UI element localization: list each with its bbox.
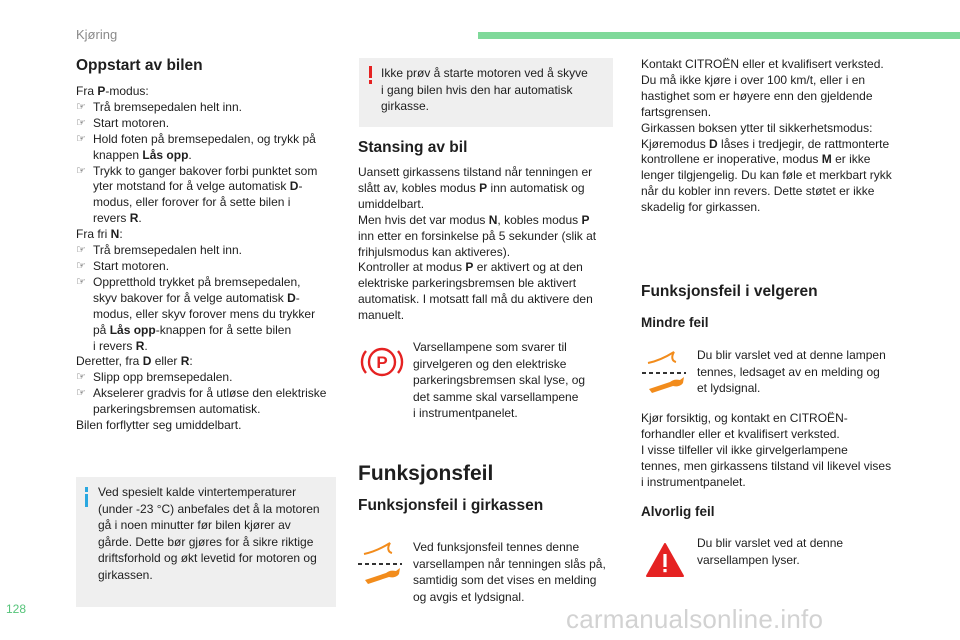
text-line: gå i noen minutter før bilen kjører av xyxy=(98,518,291,532)
bullet-icon: ☞ xyxy=(76,164,86,177)
faults-title: Funksjonsfeil xyxy=(358,462,494,485)
bullet-icon: ☞ xyxy=(76,259,86,272)
text-line: manuelt. xyxy=(358,308,405,323)
selector-fault-title: Funksjonsfeil i velgeren xyxy=(641,283,818,300)
text-line: ☞ Slipp opp bremsepedalen. xyxy=(76,370,233,385)
text-line: Ved funksjonsfeil tennes denne xyxy=(413,540,580,554)
text-line: ☞ Akselerer gradvis for å utløse den elektriske xyxy=(76,386,327,401)
text-line: Du blir varslet ved at denne lampen xyxy=(697,348,886,362)
text-line: I visse tilfeller vil ikke girvelgerlampene xyxy=(641,442,848,457)
text-line: tennes, ledsaget av en melding og xyxy=(697,364,880,379)
text-line: umiddelbart. xyxy=(358,196,425,211)
text-line: gårde. Dette bør gjøres for å sikre riktige xyxy=(98,534,314,549)
parking-brake-icon xyxy=(358,345,406,379)
text-line: slått av, kobles modus P inn automatisk og xyxy=(358,180,585,195)
text-line: skyv bakover for å velge automatisk D- xyxy=(93,290,300,305)
gearbox-fault-title: Funksjonsfeil i girkassen xyxy=(358,497,544,514)
text-line: ☞ Trå bremsepedalen helt inn. xyxy=(76,243,242,258)
text-line: og avgis et lydsignal. xyxy=(413,589,525,604)
text-line: Girkassen boksen ytter til sikkerhetsmodus: xyxy=(641,120,873,135)
text-line: Fra fri N: xyxy=(76,227,123,242)
watermark: carmanualsonline.info xyxy=(566,604,824,634)
text-line: Bilen forflytter seg umiddelbart. xyxy=(76,418,242,433)
stop-instructions xyxy=(358,165,620,324)
text-line: Ved spesielt kalde vintertemperaturer xyxy=(98,485,297,499)
stop-title: Stansing av bil xyxy=(358,139,468,156)
text-line: ☞ Trykk to ganger bakover forbi punktet som xyxy=(76,163,318,178)
bullet-icon: ☞ xyxy=(76,100,86,113)
text-line: Men hvis det var modus N, kobles modus P xyxy=(358,212,590,227)
text-line: et lydsignal. xyxy=(697,381,761,395)
text-line: revers R. xyxy=(93,211,142,226)
minor-fault-alert-text xyxy=(697,347,907,397)
bullet-icon: ☞ xyxy=(76,387,86,400)
text-line: kontrollene er inoperative, modus M er ikke xyxy=(641,152,871,167)
text-line: Kontroller at modus P er aktivert og at den xyxy=(358,260,583,275)
text-line: lenger tilgjengelig. Du kan føle et merkbart rykk xyxy=(641,168,892,183)
text-line: på Lås opp-knappen for å sette bilen xyxy=(93,322,292,337)
serious-fault-alert-text xyxy=(697,535,907,568)
bullet-icon: ☞ xyxy=(76,132,86,145)
section-label: Kjøring xyxy=(76,27,118,42)
text-line: (under -23 °C) anbefales det å la motoren xyxy=(98,501,320,516)
wrench-icon xyxy=(356,540,404,586)
text-line: ☞ Start motoren. xyxy=(76,258,170,273)
bullet-icon: ☞ xyxy=(76,275,86,288)
bullet-icon: ☞ xyxy=(76,371,86,384)
info-icon-dot xyxy=(85,487,88,492)
svg-text:P: P xyxy=(376,353,388,372)
text-line: samtidig som det vises en melding xyxy=(413,573,597,587)
text-line: Uansett girkassens tilstand når tenningen er xyxy=(358,165,593,179)
text-line: elektriske parkeringsbremsen ble aktivert xyxy=(358,276,577,291)
warning-icon xyxy=(369,66,372,78)
text-line: modus, eller skyv forover mens du trykker xyxy=(93,306,316,321)
text-line: girvelgeren og den elektriske xyxy=(413,356,567,371)
text-line: varsellampen når tenningen slås på, xyxy=(413,556,606,571)
text-line: Kjør forsiktig, og kontakt en CITROËN- xyxy=(641,411,848,425)
parking-brake-text xyxy=(413,339,613,422)
text-line: ☞ Start motoren. xyxy=(76,115,170,130)
wrench-text xyxy=(413,539,618,605)
text-line: parkeringsbremsen skal lyse, og xyxy=(413,373,586,387)
text-line: automatisk. I motsatt fall må du aktivere den xyxy=(358,292,593,307)
text-line: Ikke prøv å starte motoren ved å skyve xyxy=(381,66,588,80)
warning-triangle-icon xyxy=(645,542,685,578)
warning-icon-dot xyxy=(369,80,372,84)
serious-fault-title: Alvorlig feil xyxy=(641,504,715,519)
text-line: ☞ Trå bremsepedalen helt inn. xyxy=(76,99,242,114)
text-line: Du blir varslet ved at denne xyxy=(697,536,844,550)
text-line: Fra P-modus: xyxy=(76,84,149,98)
warning-box-text xyxy=(381,65,607,115)
text-line: fartsgrensen. xyxy=(641,104,712,119)
gearbox-fault-instructions xyxy=(641,57,911,216)
text-line: inn etter en forsinkelse på 5 sekunder (slik at xyxy=(358,228,597,243)
minor-fault-instructions xyxy=(641,411,911,491)
start-instructions xyxy=(76,84,340,434)
text-line: når du kobler inn revers. Dette støtet er ikke xyxy=(641,184,875,199)
text-line: i revers R. xyxy=(93,338,148,353)
text-line: frihjulsmodus kan aktiveres). xyxy=(358,244,511,259)
text-line: i instrumentpanelet. xyxy=(413,406,518,420)
text-line: ☞ Hold foten på bremsepedalen, og trykk på xyxy=(76,131,316,146)
header-accent-bar xyxy=(478,32,960,39)
minor-fault-title: Mindre feil xyxy=(641,315,709,330)
text-line: varsellampen lyser. xyxy=(697,552,800,567)
bullet-icon: ☞ xyxy=(76,116,86,129)
text-line: parkeringsbremsen automatisk. xyxy=(93,402,261,417)
text-line: girkassen. xyxy=(98,567,153,582)
text-line: Kjøremodus D låses i tredjegir, de rattmonterte xyxy=(641,136,890,151)
text-line: tennes, men girkassens tilstand vil likevel vises xyxy=(641,458,892,473)
text-line: knappen Lås opp. xyxy=(93,147,192,162)
info-icon xyxy=(85,494,88,507)
text-line: i gang bilen hvis den har automatisk xyxy=(381,82,573,97)
text-line: det samme skal varsellampene xyxy=(413,389,579,404)
text-line: i instrumentpanelet. xyxy=(641,474,746,489)
text-line: modus, eller forover for å sette bilen i xyxy=(93,195,291,210)
text-line: hastighet som er høyere enn den gjeldende xyxy=(641,88,873,103)
text-line: ☞ Oppretthold trykket på bremsepedalen, xyxy=(76,274,301,289)
info-box-text xyxy=(98,484,330,583)
selector-wrench-icon xyxy=(640,349,688,395)
text-line: skadelig for girkassen. xyxy=(641,200,761,215)
text-line: Du må ikke kjøre i over 100 km/t, eller i en xyxy=(641,72,866,87)
text-line: Kontakt CITROËN eller et kvalifisert verksted. xyxy=(641,57,884,71)
text-line: girkasse. xyxy=(381,99,430,113)
start-title: Oppstart av bilen xyxy=(76,57,203,74)
text-line: driftsforhold og økt levetid for motoren og xyxy=(98,551,317,565)
text-line: yter motstand for å velge automatisk D- xyxy=(93,179,303,194)
text-line: forhandler eller et kvalifisert verksted. xyxy=(641,426,840,441)
page-number: 128 xyxy=(6,602,27,616)
text-line: Varsellampene som svarer til xyxy=(413,340,567,354)
bullet-icon: ☞ xyxy=(76,244,86,257)
text-line: Deretter, fra D eller R: xyxy=(76,354,193,369)
